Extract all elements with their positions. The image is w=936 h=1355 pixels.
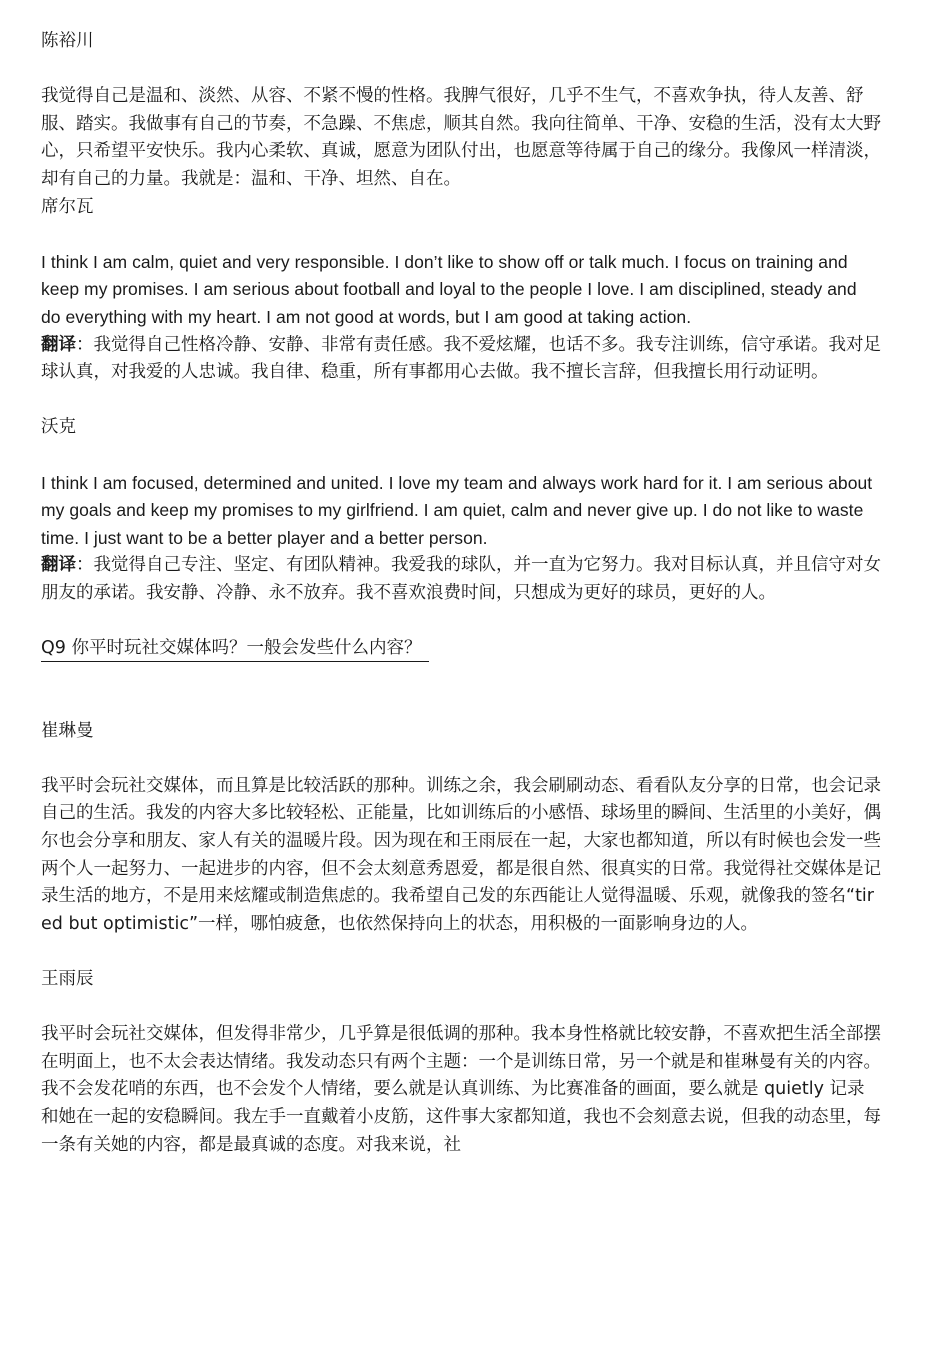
translation-paragraph <box>41 332 881 387</box>
question-heading: Q9 你平时玩社交媒体吗？一般会发些什么内容？ <box>41 635 429 662</box>
speaker-name: 席尔瓦 <box>41 196 94 217</box>
translation-label: 翻译 <box>41 334 76 355</box>
translation-label: 翻译 <box>41 555 76 576</box>
answer-paragraph: 我平时会玩社交媒体，而且算是比较活跃的那种。训练之余，我会刷刷动态、看看队友分享的日常，也会记录自己的生活。我发的内容大多比较轻松、正能量，比如训练后的小感悟、球场里的瞬间、生活里的小美好，偶尔也会分享和朋友、家人有关的温暖片段。因为现在和王雨辰在一起，大家也都知道，所以有时候也会发一些两个人一起努力、一起进步的内容，但不会太刻意秀恩爱，都是很自然、很真实的日常。我觉得社交媒体是记录生活的地方，不是用来炫耀或制造焦虑的。我希望自己发的东西能让人觉得温暖、乐观，就像我的签名“tired but optimistic”一样，哪怕疲惫，也依然保持向上的状态，用积极的一面影响身边的人。 <box>41 775 881 934</box>
answer-paragraph: 我觉得自己是温和、淡然、从容、不紧不慢的性格。我脾气很好，几乎不生气，不喜欢争执，待人友善、舒服、踏实。我做事有自己的节奏，不急躁、不焦虑，顺其自然。我向往简单、干净、安稳的生活，没有太大野心，只希望平安快乐。我内心柔软、真诚，愿意为团队付出，也愿意等待属于自己的缘分。我像风一样清淡，却有自己的力量。我就是：温和、干净、坦然、自在。 <box>41 86 881 189</box>
translation-paragraph <box>41 552 881 607</box>
speaker-name: 王雨辰 <box>41 969 94 989</box>
english-answer: I think I am calm, quiet and very responsible. I don’t like to show off or talk much. I focus on training and keep my promises. I am serious about football and loyal to the people I love. I am disciplined, steady and do everything with my heart. I am not good at words, but I am good at taking action. <box>41 251 857 327</box>
answer-paragraph: 我平时会玩社交媒体，但发得非常少，几乎算是很低调的那种。我本身性格就比较安静，不喜欢把生活全部摆在明面上，也不太会表达情绪。我发动态只有两个主题：一个是训练日常，另一个就是和崔琳曼有关的内容。我不会发花哨的东西，也不会发个人情绪，要么就是认真训练、为比赛准备的画面，要么就是 quietly 记录和她在一起的安稳瞬间。我左手一直戴着小皮筋，这件事大家都知道，我也不会刻意去说，但我的动态里，每一条有关她的内容，都是最真诚的态度。对我来说，社 <box>41 1024 881 1155</box>
speaker-name: 沃克 <box>41 417 76 438</box>
question-line <box>41 635 881 663</box>
speaker-name: 陈裕川 <box>41 31 94 51</box>
document-page <box>41 28 881 1159</box>
speaker-name: 崔琳曼 <box>41 720 94 741</box>
translation-text: ：我觉得自己专注、坚定、有团队精神。我爱我的球队，并一直为它努力。我对目标认真，并且信守对女朋友的承诺。我安静、冷静、永不放弃。我不喜欢浪费时间，只想成为更好的球员，更好的人。 <box>41 555 881 603</box>
english-answer: I think I am focused, determined and united. I love my team and always work hard for it. I am serious about my goals and keep my promises to my girlfriend. I am quiet, calm and never give up. I do not like to waste time. I just want to be a better player and a better person. <box>41 472 873 548</box>
translation-text: ：我觉得自己性格冷静、安静、非常有责任感。我不爱炫耀，也话不多。我专注训练，信守承诺。我对足球认真，对我爱的人忠诚。我自律、稳重，所有事都用心去做。我不擅长言辞，但我擅长用行动证明。 <box>41 334 881 383</box>
